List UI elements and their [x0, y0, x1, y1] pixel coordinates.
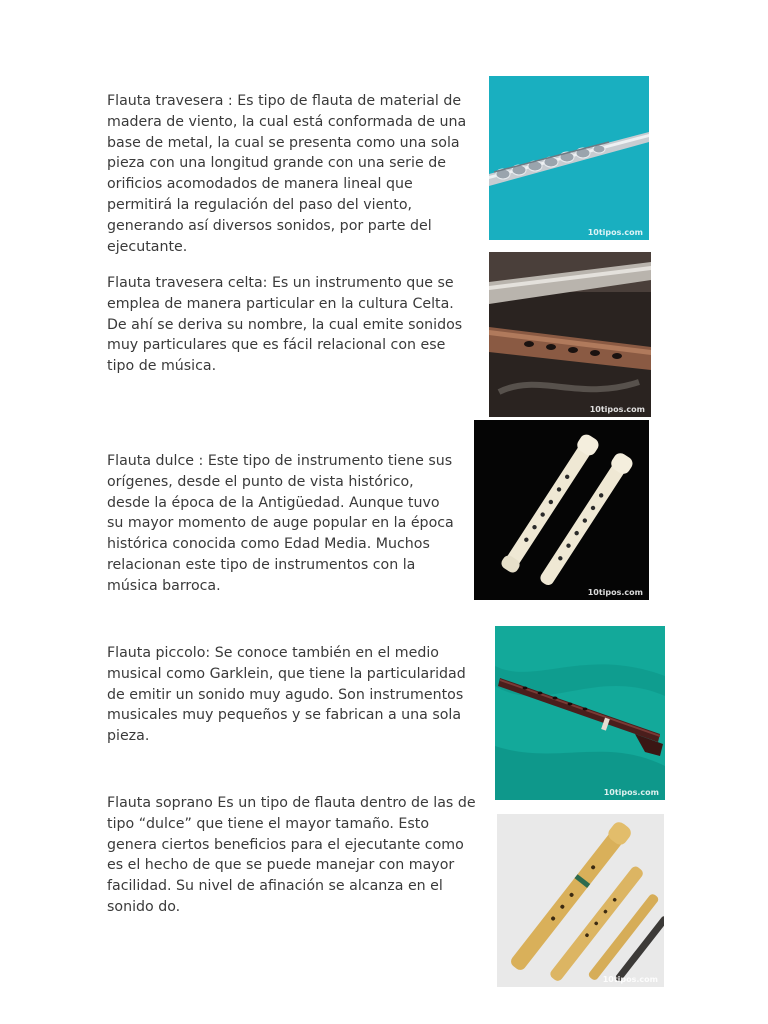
flauta-celta-photo [489, 252, 651, 417]
photo-watermark: 10tipos.com [589, 405, 645, 414]
paragraph-flauta-travesera: Flauta travesera : Es tipo de flauta de material de madera de viento, la cual está conformada de una base de metal, la cual se presenta como una sola pieza con una longitud grande con una serie de orificios acomodados de manera lineal que permitirá la regulación del paso del viento, generando así diversos sonidos, por parte del ejecutante. [107, 93, 467, 255]
flauta-piccolo-photo [495, 626, 665, 800]
photo-watermark: 10tipos.com [603, 788, 659, 797]
photo-watermark: 10tipos.com [602, 975, 658, 984]
photo-watermark: 10tipos.com [587, 588, 643, 597]
flauta-dulce-photo [474, 420, 649, 600]
flauta-soprano-photo [497, 814, 664, 987]
paragraph-flauta-soprano: Flauta soprano Es un tipo de flauta dentro de las de tipo “dulce” que tiene el mayor tamaño. Esto genera ciertos beneficios para el ejecutante como es el hecho de que se puede manejar con mayor facilidad. Su nivel de afinación se alcanza en el sonido do. [107, 795, 476, 915]
flauta-travesera-photo [489, 76, 649, 240]
photo-watermark: 10tipos.com [587, 228, 643, 237]
paragraph-flauta-dulce: Flauta dulce : Este tipo de instrumento tiene sus orígenes, desde el punto de vista histórico, desde la época de la Antigüedad. Aunque tuvo su mayor momento de auge popular en la época histórica conocida como Edad Media. Muchos relacionan este tipo de instrumentos con la música barroca. [107, 453, 454, 594]
paragraph-flauta-travesera-celta: Flauta travesera celta: Es un instrumento que se emplea de manera particular en la cultura Celta. De ahí se deriva su nombre, la cual emite sonidos muy particulares que es fácil relacional con ese tipo de música. [107, 275, 463, 375]
paragraph-flauta-piccolo: Flauta piccolo: Se conoce también en el medio musical como Garklein, que tiene la particularidad de emitir un sonido muy agudo. Son instrumentos musicales muy pequeños y se fabrican a una sola pieza. [107, 645, 466, 745]
